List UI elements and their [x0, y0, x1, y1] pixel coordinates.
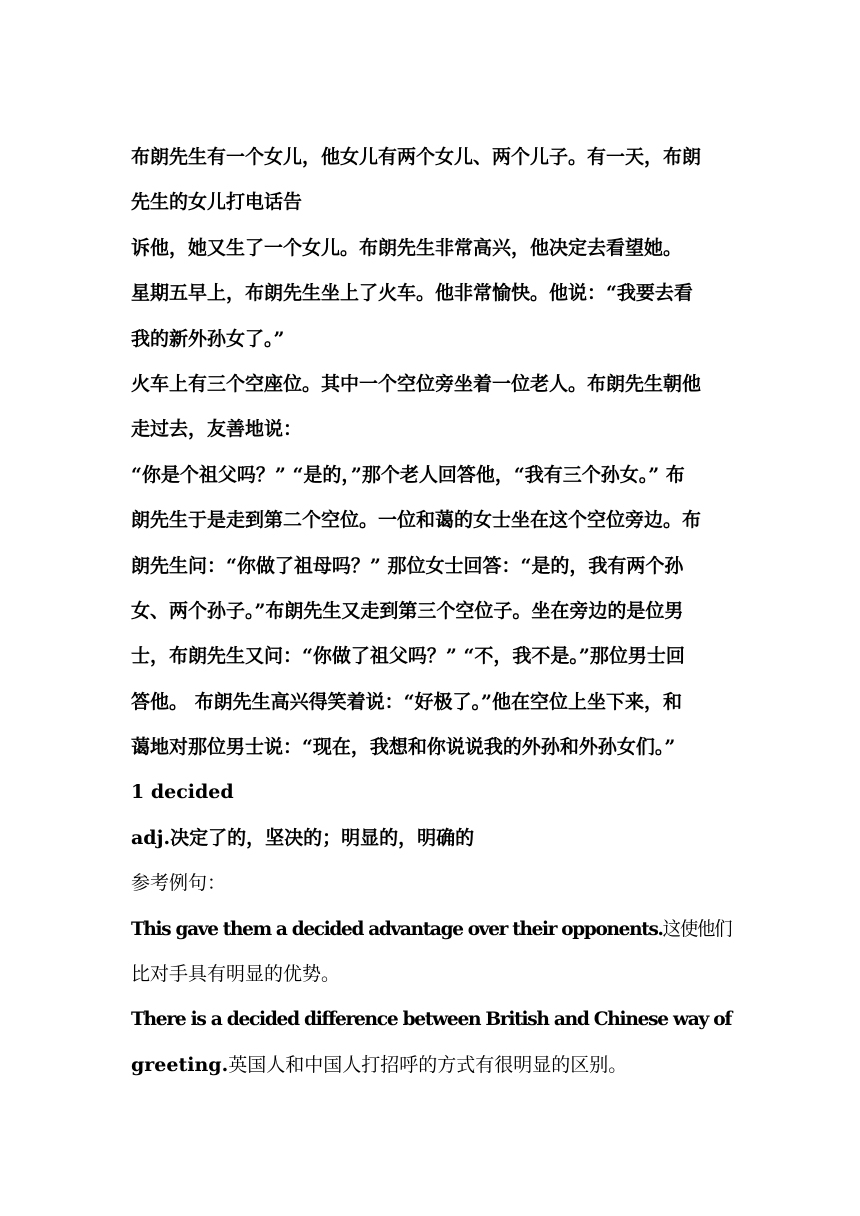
story-line-5: 我的新外孙女了。”: [131, 327, 285, 350]
story-line-9: 朗先生于是走到第二个空位。一位和蔼的女士坐在这个空位旁边。布: [131, 509, 702, 532]
vocab-heading: 1 decided: [131, 781, 234, 804]
document-page: [131, 135, 731, 1088]
example-2-line-1: There is a decided difference between British and Chinese way of: [131, 1008, 732, 1031]
example-2-chinese: 英国人和中国人打招呼的方式有很明显的区别。: [228, 1053, 628, 1076]
vocab-definition: adj.决定了的，坚决的；明显的，明确的: [131, 826, 475, 849]
story-line-11: 女、两个孙子。”布朗先生又走到第三个空位子。坐在旁边的是位男: [131, 599, 684, 622]
example-2-line-2: [131, 1043, 731, 1088]
story-line-13: 答他。 布朗先生高兴得笑着说：“好极了。”他在空位上坐下来，和: [131, 690, 682, 713]
story-line-12: 士，布朗先生又问：“你做了祖父吗？” “不，我不是。”那位男士回: [131, 645, 685, 668]
example-1-english: This gave them a decided advantage over their opponents.: [131, 917, 663, 940]
story-line-8: “你是个祖父吗？” “是的，”那个老人回答他，“我有三个孙女。” 布: [131, 463, 685, 486]
example-2-english-end: greeting.: [131, 1053, 229, 1076]
story-line-7: 走过去，友善地说：: [131, 418, 303, 441]
examples-label: 参考例句：: [131, 872, 227, 895]
example-1-line-2: 比对手具有明显的优势。: [131, 963, 341, 986]
story-line-3: 诉他，她又生了一个女儿。布朗先生非常高兴，他决定去看望她。: [131, 236, 683, 259]
story-line-6: 火车上有三个空座位。其中一个空位旁坐着一位老人。布朗先生朝他: [131, 372, 702, 395]
story-line-2: 先生的女儿打电话告: [131, 191, 303, 214]
example-1-line-1: [131, 907, 732, 952]
story-line-14: 蔼地对那位男士说：“现在，我想和你说说我的外孙和外孙女们。”: [131, 736, 676, 759]
story-line-4: 星期五早上，布朗先生坐上了火车。他非常愉快。他说：“我要去看: [131, 282, 693, 305]
story-line-1: 布朗先生有一个女儿，他女儿有两个女儿、两个儿子。有一天，布朗: [131, 146, 702, 168]
story-line-10: 朗先生问：“你做了祖母吗？” 那位女士回答：“是的，我有两个孙: [131, 554, 684, 577]
example-1-chinese-start: 这使他们: [662, 917, 732, 940]
